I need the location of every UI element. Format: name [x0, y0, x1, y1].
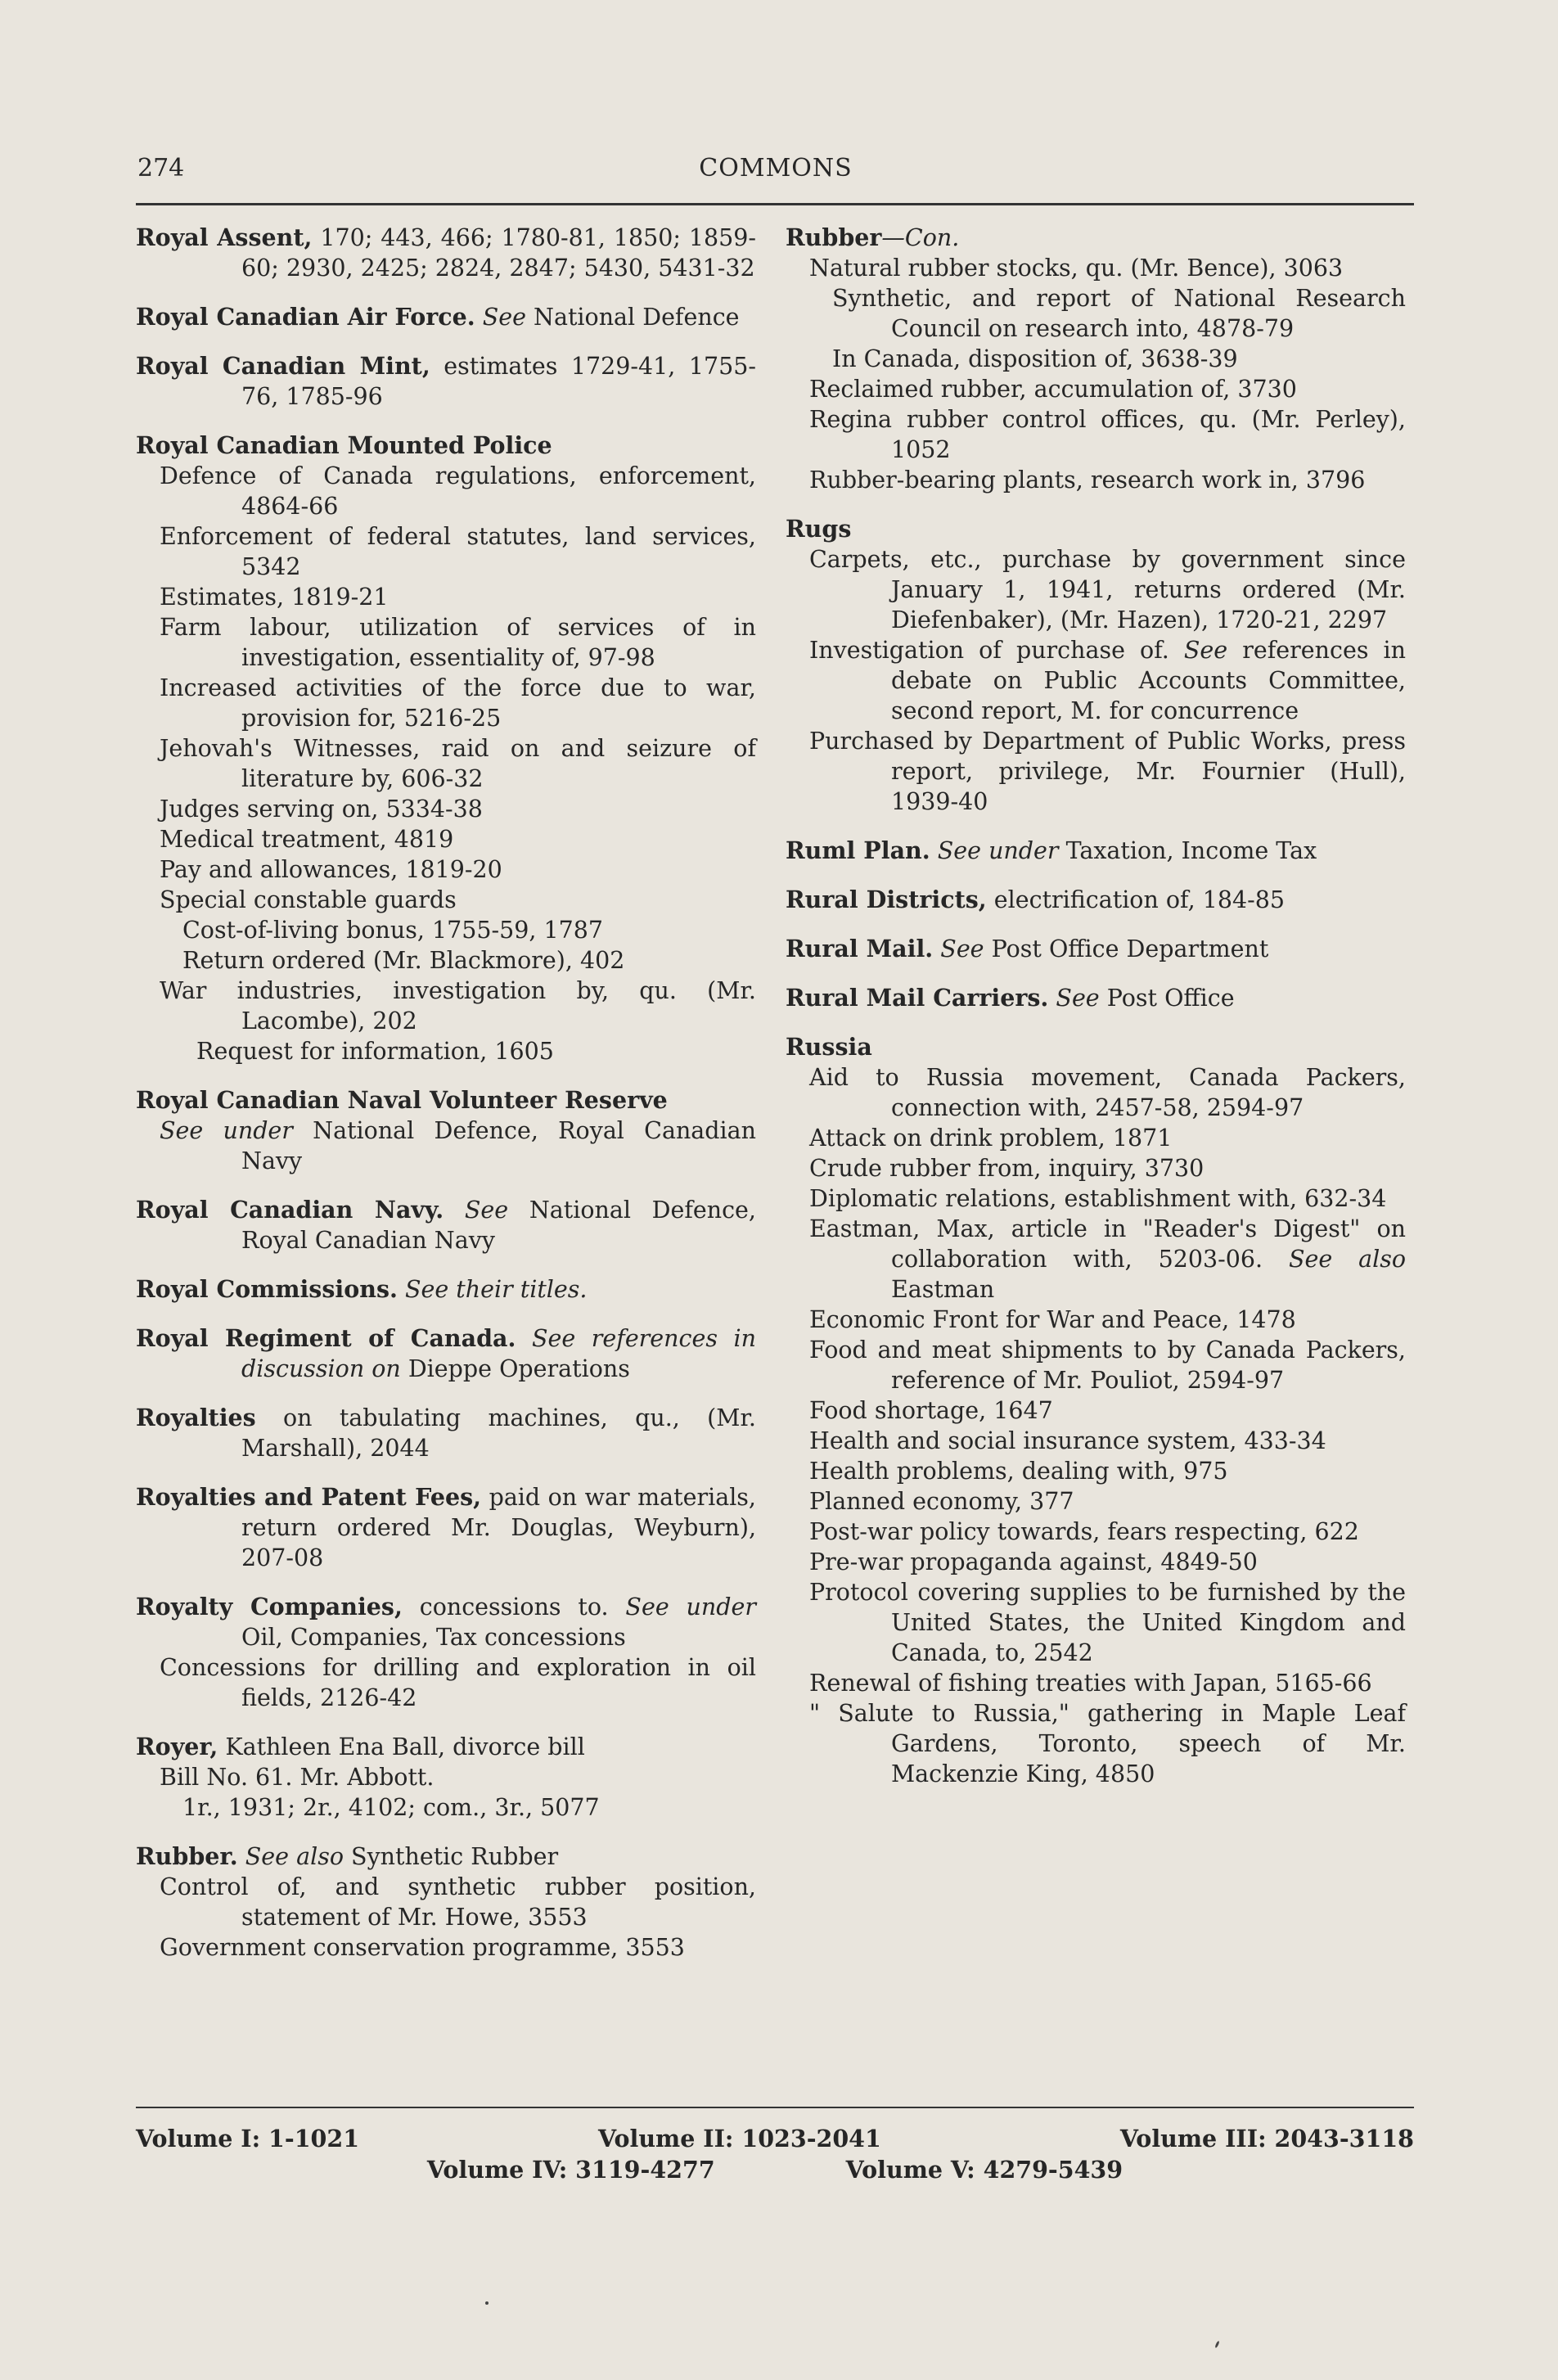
entry-heading: Royal Canadian Naval Volunteer Reserve: [136, 1086, 668, 1114]
subentry: Rubber-bearing plants, research work in, 3796: [809, 467, 1366, 494]
entry-text: Post Office Department: [984, 935, 1269, 962]
subentry: [786, 1214, 1406, 1305]
see-reference: See: [475, 304, 526, 331]
subentry: Crude rubber from, inquiry, 3730: [809, 1155, 1205, 1182]
index-entry: [136, 1195, 756, 1255]
footer-rule: [136, 2107, 1414, 2108]
entry-text: National Defence, Royal Canadian Navy: [241, 1197, 756, 1254]
entry-heading-line: [136, 1403, 756, 1463]
entry-text: Synthetic Rubber: [344, 1843, 559, 1870]
entry-text: Eastman: [891, 1276, 995, 1303]
entry-heading: Royal Regiment of Canada.: [136, 1324, 516, 1352]
entry-heading-line: [786, 934, 1406, 964]
subentry: " Salute to Russia," gathering in Maple Leaf Gardens, Toronto, speech of Mr. Mackenzie King, 4850: [809, 1700, 1406, 1787]
subentry: Natural rubber stocks, qu. (Mr. Bence), 3063: [809, 255, 1344, 282]
index-entry: [136, 1592, 756, 1713]
subentry: Health and social insurance system, 433-34: [809, 1427, 1326, 1454]
subentry: Attack on drink problem, 1871: [809, 1125, 1173, 1152]
index-entry: [786, 934, 1406, 964]
right-column: [786, 223, 1406, 1808]
subentry: Bill No. 61. Mr. Abbott.: [160, 1764, 435, 1791]
entry-text: paid on war materials, return ordered Mr. Douglas, Weyburn), 207-08: [241, 1484, 756, 1571]
subentry: Enforcement of federal statutes, land services, 5342: [160, 523, 756, 580]
entry-heading: Rural Mail.: [786, 935, 934, 962]
subentry: Planned economy, 377: [809, 1488, 1074, 1515]
subentry: Jehovah's Witnesses, raid on and seizure of literature by, 606-32: [160, 735, 756, 792]
subentry: Health problems, dealing with, 975: [809, 1458, 1228, 1485]
entry-heading-line: [136, 223, 756, 283]
running-head: COMMONS: [699, 154, 853, 183]
subentry: Diplomatic relations, establishment with, 632-34: [809, 1185, 1387, 1212]
entry-heading: Royer,: [136, 1733, 218, 1760]
index-entry: [786, 885, 1406, 915]
subentry: Purchased by Department of Public Works, press report, privilege, Mr. Fournier (Hull), 1939-40: [809, 728, 1406, 815]
see-reference: See also: [1263, 1246, 1406, 1273]
entry-heading: Ruml Plan.: [786, 836, 930, 864]
entry-text: Eastman, Max, article in "Reader's Digest" on collaboration with, 5203-06.: [809, 1215, 1406, 1273]
index-entry: [136, 1841, 756, 1963]
entry-text: Oil, Companies, Tax concessions: [241, 1624, 626, 1651]
volume-2: Volume II: 1023-2041: [598, 2125, 881, 2152]
sub-subentry: Synthetic, and report of National Research Council on research into, 4878-79: [832, 285, 1406, 342]
subentry: Farm labour, utilization of services of in investigation, essentiality of, 97-98: [160, 614, 756, 671]
entry-heading: Royalty Companies,: [136, 1593, 403, 1620]
entry-heading: Royal Canadian Mint,: [136, 352, 430, 380]
index-entry: [136, 1482, 756, 1573]
see-reference: See their titles.: [397, 1276, 588, 1303]
index-entry: [136, 351, 756, 412]
subentry: War industries, investigation by, qu. (Mr. Lacombe), 202: [160, 977, 756, 1034]
see-reference: See: [444, 1197, 509, 1224]
entry-heading: Royal Canadian Navy.: [136, 1196, 444, 1224]
entry-text: Investigation of purchase of.: [809, 637, 1169, 664]
entry-heading-line: [136, 1195, 756, 1255]
left-column: [136, 223, 756, 1981]
page-header: [137, 154, 1414, 195]
entry-heading: Royal Assent,: [136, 223, 313, 251]
subentry: Special constable guards: [160, 886, 457, 913]
entry-heading: Russia: [786, 1033, 872, 1061]
entry-heading-line: [136, 1323, 756, 1384]
entry-text: Taxation, Income Tax: [1058, 837, 1317, 864]
sub-subentry: Return ordered (Mr. Blackmore), 402: [182, 947, 625, 974]
index-entry: [136, 430, 756, 1066]
subentry: Increased activities of the force due to war, provision for, 5216-25: [160, 674, 756, 732]
page-mark: [1214, 2341, 1220, 2348]
entry-heading: Royalties and Patent Fees,: [136, 1483, 482, 1511]
index-entry: [136, 1274, 756, 1305]
entry-heading-line: [786, 1032, 1406, 1062]
subentry: Regina rubber control offices, qu. (Mr. Perley), 1052: [809, 406, 1406, 463]
entry-text: estimates 1729-41, 1755-76, 1785-96: [241, 353, 757, 410]
subentry: Medical treatment, 4819: [160, 826, 454, 853]
index-entry: [136, 1085, 756, 1176]
entry-text: electrification of, 184-85: [986, 886, 1285, 913]
entry-heading-line: [136, 1592, 756, 1652]
subentry: Defence of Canada regulations, enforcement, 4864-66: [160, 462, 756, 520]
see-reference: See under: [160, 1117, 293, 1144]
entry-text: 170; 443, 466; 1780-81, 1850; 1859-60; 2930, 2425; 2824, 2847; 5430, 5431-32: [241, 224, 756, 282]
sub-subentry: In Canada, disposition of, 3638-39: [832, 345, 1238, 372]
entry-heading: Royalties: [136, 1404, 256, 1431]
entry-text: references in debate on Public Accounts Committee, second report, M. for concurrence: [891, 637, 1406, 724]
volume-3: Volume III: 2043-3118: [1119, 2125, 1414, 2152]
subentry: Pay and allowances, 1819-20: [160, 856, 502, 883]
header-rule: [136, 203, 1414, 205]
entry-heading: Rural Districts,: [786, 886, 987, 913]
subentry: Food and meat shipments to by Canada Packers, reference of Mr. Pouliot, 2594-97: [809, 1336, 1406, 1394]
see-reference: See: [1048, 985, 1100, 1012]
entry-heading-line: [136, 351, 756, 412]
see-reference: See: [933, 935, 984, 962]
entry-heading: Royal Commissions.: [136, 1275, 398, 1303]
entry-heading: Royal Canadian Air Force.: [136, 303, 475, 331]
entry-heading: Rubber.: [136, 1842, 238, 1870]
entry-text: National Defence, Royal Canadian Navy: [241, 1117, 757, 1174]
index-entry: [786, 223, 1406, 495]
subentry: Estimates, 1819-21: [160, 584, 389, 611]
entry-text: Kathleen Ena Ball, divorce bill: [218, 1733, 585, 1760]
subentry: Pre-war propaganda against, 4849-50: [809, 1548, 1258, 1575]
subentry: Post-war policy towards, fears respecting, 622: [809, 1518, 1359, 1545]
page-speck: [485, 2301, 489, 2305]
sub-subentry: 1r., 1931; 2r., 4102; com., 3r., 5077: [182, 1794, 600, 1821]
entry-text: National Defence: [525, 304, 740, 331]
sub-subentry: Request for information, 1605: [196, 1038, 554, 1065]
subentry: Protocol covering supplies to be furnished by the United States, the United Kingdom and Canada, to, 2542: [809, 1579, 1406, 1666]
subentry: Economic Front for War and Peace, 1478: [809, 1306, 1296, 1333]
entry-heading-line: [136, 430, 756, 461]
entry-text: on tabulating machines, qu., (Mr. Marshall), 2044: [241, 1404, 756, 1462]
subentry: Concessions for drilling and exploration in oil fields, 2126-42: [160, 1654, 756, 1711]
index-entry: [136, 1323, 756, 1384]
entry-heading-line: [136, 1482, 756, 1573]
subentry: Aid to Russia movement, Canada Packers, connection with, 2457-58, 2594-97: [809, 1064, 1406, 1121]
index-entry: [136, 223, 756, 283]
see-reference: See under: [930, 837, 1059, 864]
volume-1: Volume I: 1-1021: [136, 2125, 360, 2152]
entry-heading-line: [136, 1085, 756, 1116]
entry-heading-line: [786, 223, 1406, 253]
index-entry: [786, 514, 1406, 817]
sub-subentry: Cost-of-living bonus, 1755-59, 1787: [182, 917, 604, 944]
subentry: [786, 635, 1406, 726]
index-entry: [786, 983, 1406, 1013]
volume-5: Volume V: 4279-5439: [845, 2156, 1123, 2184]
entry-heading: Rural Mail Carriers.: [786, 984, 1049, 1012]
see-line: [136, 1116, 756, 1176]
see-reference: See: [1168, 637, 1228, 664]
entry-text: Dieppe Operations: [400, 1355, 630, 1382]
entry-heading-line: [786, 514, 1406, 544]
see-reference: See also: [237, 1843, 344, 1870]
subentry: Renewal of fishing treaties with Japan, 5165-66: [809, 1670, 1372, 1697]
entry-heading-line: [136, 302, 756, 332]
entry-continued: —Con.: [881, 224, 960, 251]
subentry: Carpets, etc., purchase by government since January 1, 1941, returns ordered (Mr. Diefenbaker), (Mr. Hazen), 1720-21, 2297: [809, 546, 1406, 633]
index-entry: [786, 1032, 1406, 1789]
subentry: Government conservation programme, 3553: [160, 1934, 685, 1961]
entry-heading-line: [786, 983, 1406, 1013]
entry-heading: Rubber: [786, 223, 882, 251]
volume-footer: [136, 2123, 1414, 2185]
index-entry: [136, 302, 756, 332]
entry-heading: Royal Canadian Mounted Police: [136, 431, 552, 459]
see-reference: See references in discussion on: [241, 1325, 756, 1382]
entry-heading-line: [136, 1732, 756, 1762]
subentry: Food shortage, 1647: [809, 1397, 1053, 1424]
volume-4: Volume IV: 3119-4277: [426, 2156, 715, 2184]
see-reference: See under: [608, 1593, 756, 1620]
entry-text: Post Office: [1099, 985, 1235, 1012]
page-number: 274: [137, 154, 185, 183]
entry-heading: Rugs: [786, 515, 852, 543]
entry-text: concessions to.: [402, 1593, 609, 1620]
index-entry: [786, 836, 1406, 866]
entry-heading-line: [786, 836, 1406, 866]
index-entry: [136, 1732, 756, 1823]
entry-heading-line: [136, 1841, 756, 1872]
entry-heading-line: [136, 1274, 756, 1305]
entry-heading-line: [786, 885, 1406, 915]
subentry: Judges serving on, 5334-38: [160, 796, 483, 823]
subentry: Control of, and synthetic rubber position, statement of Mr. Howe, 3553: [160, 1873, 756, 1931]
subentry: Reclaimed rubber, accumulation of, 3730: [809, 376, 1297, 403]
index-entry: [136, 1403, 756, 1463]
